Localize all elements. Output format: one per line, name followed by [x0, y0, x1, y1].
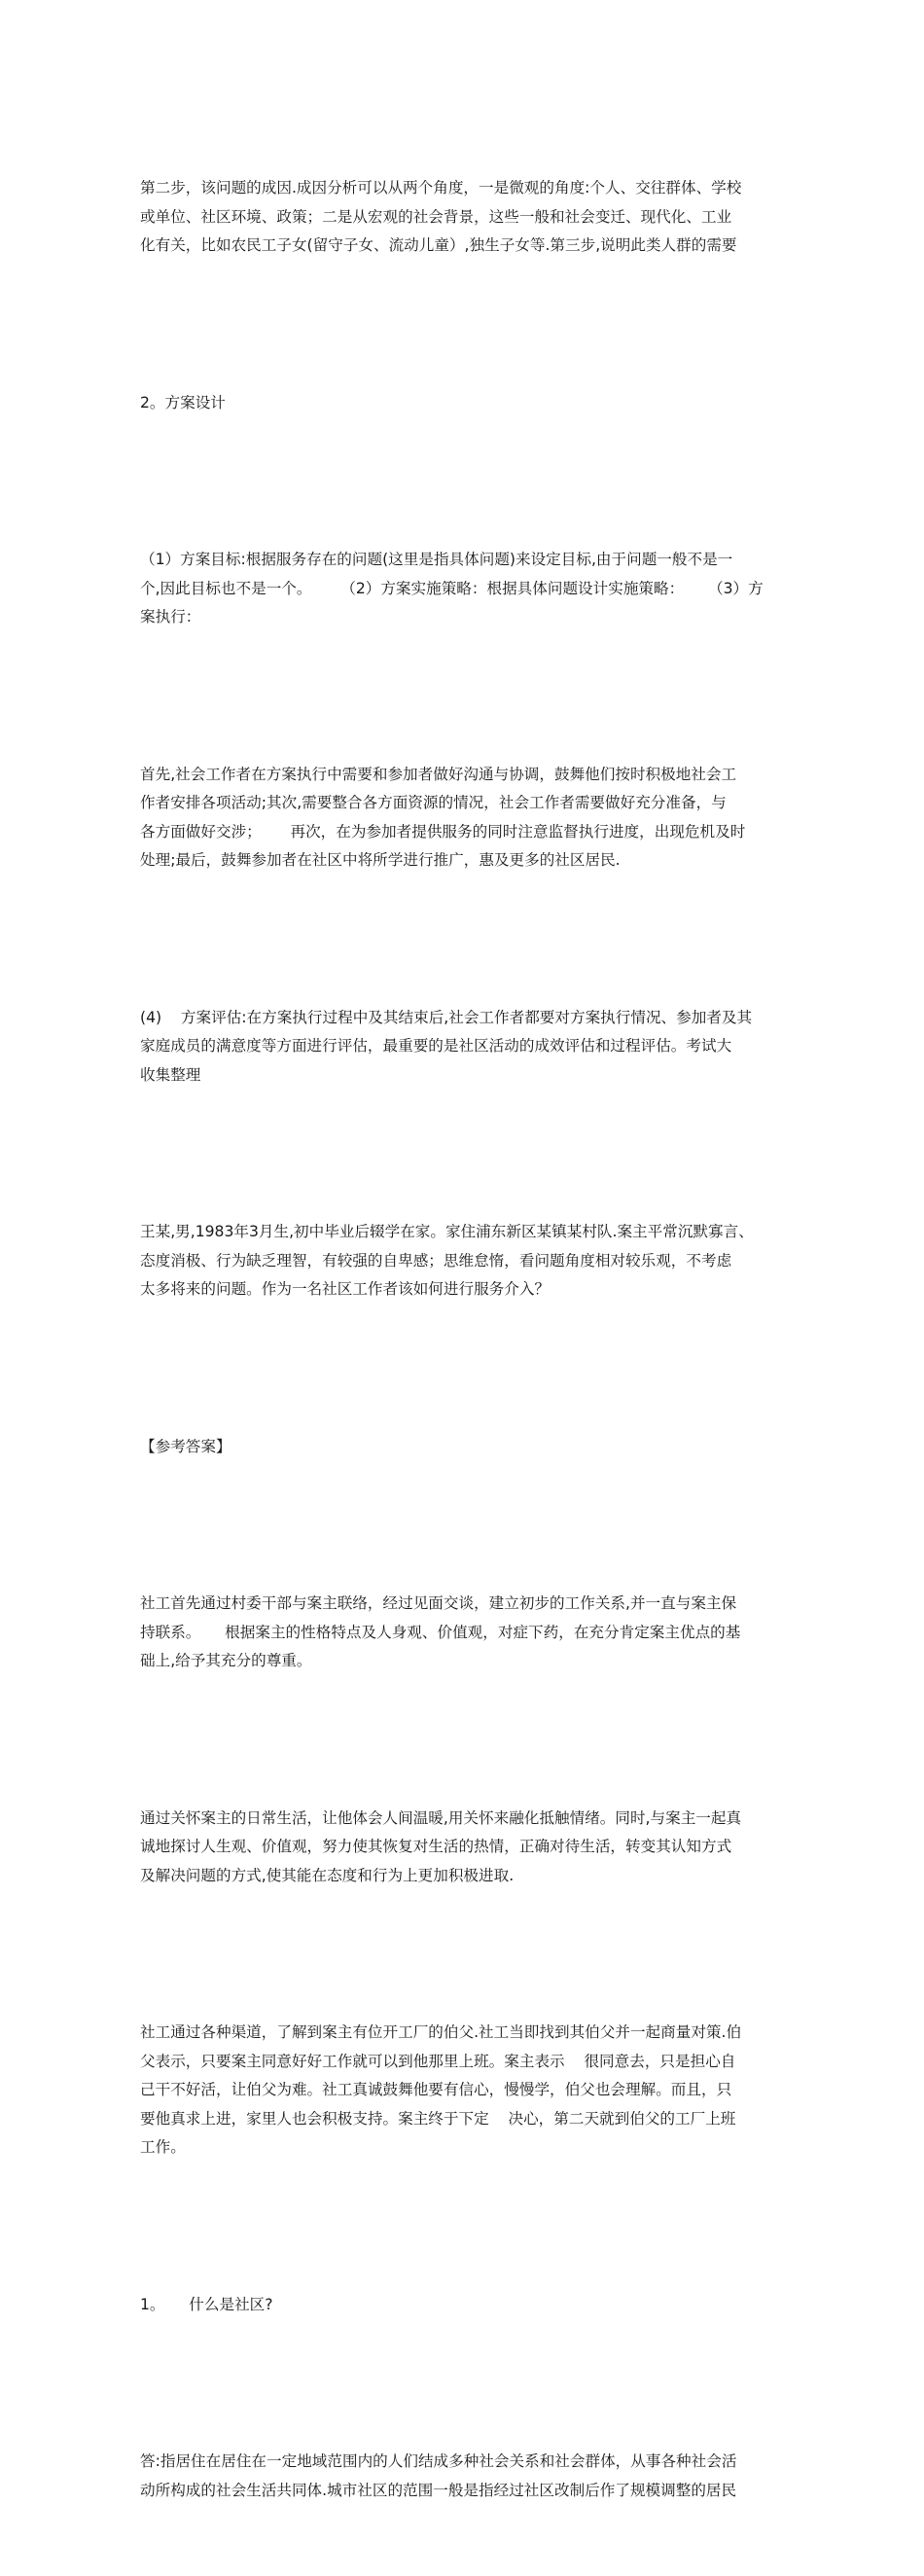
text-line: 第二步，该问题的成因.成因分析可以从两个角度，一是微观的角度:个人、交往群体、学校	[140, 179, 742, 197]
text-line: 及解决问题的方式,使其能在态度和行为上更加积极进取.	[140, 1866, 515, 1884]
text-line: 王某,男,1983年3月生,初中毕业后辍学在家。家住浦东新区某镇某村队.案主平常沉默寡言、	[140, 1223, 754, 1240]
text-line: 要他真求上进，家里人也会积极支持。案主终于下定 决心，第二天就到伯父的工厂上班	[140, 2109, 736, 2128]
text-line: 答:指居住在居住在一定地域范围内的人们结成多种社会关系和社会群体，从事各种社会活	[140, 2452, 737, 2470]
paragraph-case-description	[140, 1161, 794, 1362]
text-line: (4) 方案评估:在方案执行过程中及其结束后,社会工作者都要对方案执行情况、参加者及其	[140, 1008, 753, 1026]
paragraph-plan-evaluation	[140, 947, 794, 1148]
text-line: 动所构成的社会生活共同体.城市社区的范围一般是指经过社区改制后作了规模调整的居民	[140, 2481, 737, 2499]
text-line: 工作。	[140, 2138, 186, 2156]
text-line: 社工通过各种渠道，了解到案主有位开工厂的伯父.社工当即找到其伯父并一起商量对策.伯	[140, 2023, 742, 2041]
paragraph-answer-community	[140, 2390, 794, 2562]
text-line: 作者安排各项活动;其次,需要整合各方面资源的情况，社会工作者需要做好充分准备，与	[140, 794, 727, 811]
text-line: 收集整理	[140, 1065, 201, 1084]
text-line: 1。 什么是社区?	[140, 2295, 273, 2313]
document-body	[140, 117, 794, 2576]
paragraph-plan-execution	[140, 703, 794, 933]
text-line: 己干不好活，让伯父为难。社工真诚鼓舞他要有信心，慢慢学，伯父也会理解。而且，只	[140, 2081, 732, 2098]
paragraph-answer-part-3	[140, 1961, 794, 2220]
text-line: 首先,社会工作者在方案执行中需要和参加者做好沟通与协调，鼓舞他们按时积极地社会工	[140, 765, 737, 783]
text-line: 个,因此目标也不是一个。 （2）方案实施策略：根据具体问题设计实施策略： （3）方	[140, 579, 764, 597]
text-line: 化有关，比如农民工子女(留守子女、流动儿童）,独生子女等.第三步,说明此类人群的需要	[140, 236, 737, 254]
text-line: 处理;最后，鼓舞参加者在社区中将所学进行推广，惠及更多的社区居民.	[140, 851, 621, 869]
text-line: 通过关怀案主的日常生活，让他体会人间温暖,用关怀来融化抵触情绪。同时,与案主一起真	[140, 1808, 742, 1827]
text-line: （1）方案目标:根据服务存在的问题(这里是指具体问题)来设定目标,由于问题一般不是一	[140, 551, 733, 568]
text-line: 2。方案设计	[140, 393, 226, 411]
heading-plan-design	[140, 332, 794, 476]
text-line: 【参考答案】	[140, 1437, 231, 1455]
text-line: 础上,给予其充分的尊重。	[140, 1652, 312, 1669]
heading-reference-answer	[140, 1376, 794, 1520]
text-line: 父表示，只要案主同意好好工作就可以到他那里上班。案主表示 很同意去，只是担心自	[140, 2052, 736, 2070]
text-line: 态度消极、行为缺乏理智，有较强的自卑感；思维怠惰，看问题角度相对较乐观，不考虑	[140, 1251, 732, 1270]
question-what-is-community	[140, 2234, 794, 2378]
text-line: 持联系。 根据案主的性格特点及人身观、价值观，对症下药，在充分肯定案主优点的基	[140, 1623, 741, 1641]
text-line: 太多将来的问题。作为一名社区工作者该如何进行服务介入？	[140, 1280, 551, 1298]
paragraph-answer-part-1	[140, 1532, 794, 1734]
paragraph-plan-goal	[140, 488, 794, 690]
text-line: 诚地探讨人生观、价值观，努力使其恢复对生活的热情，正确对待生活，转变其认知方式	[140, 1838, 732, 1855]
text-line: 家庭成员的满意度等方面进行评估，最重要的是社区活动的成效评估和过程评估。考试大	[140, 1037, 732, 1055]
text-line: 各方面做好交涉； 再次，在为参加者提供服务的同时注意监督执行进度，出现危机及时	[140, 822, 746, 841]
paragraph-answer-part-2	[140, 1747, 794, 1949]
text-line: 案执行：	[140, 608, 201, 626]
paragraph-cause-analysis	[140, 117, 794, 318]
text-line: 社工首先通过村委干部与案主联络，经过见面交谈，建立初步的工作关系,并一直与案主保	[140, 1594, 737, 1612]
text-line: 或单位、社区环境、政策；二是从宏观的社会背景，这些一般和社会变迁、现代化、工业	[140, 207, 732, 226]
